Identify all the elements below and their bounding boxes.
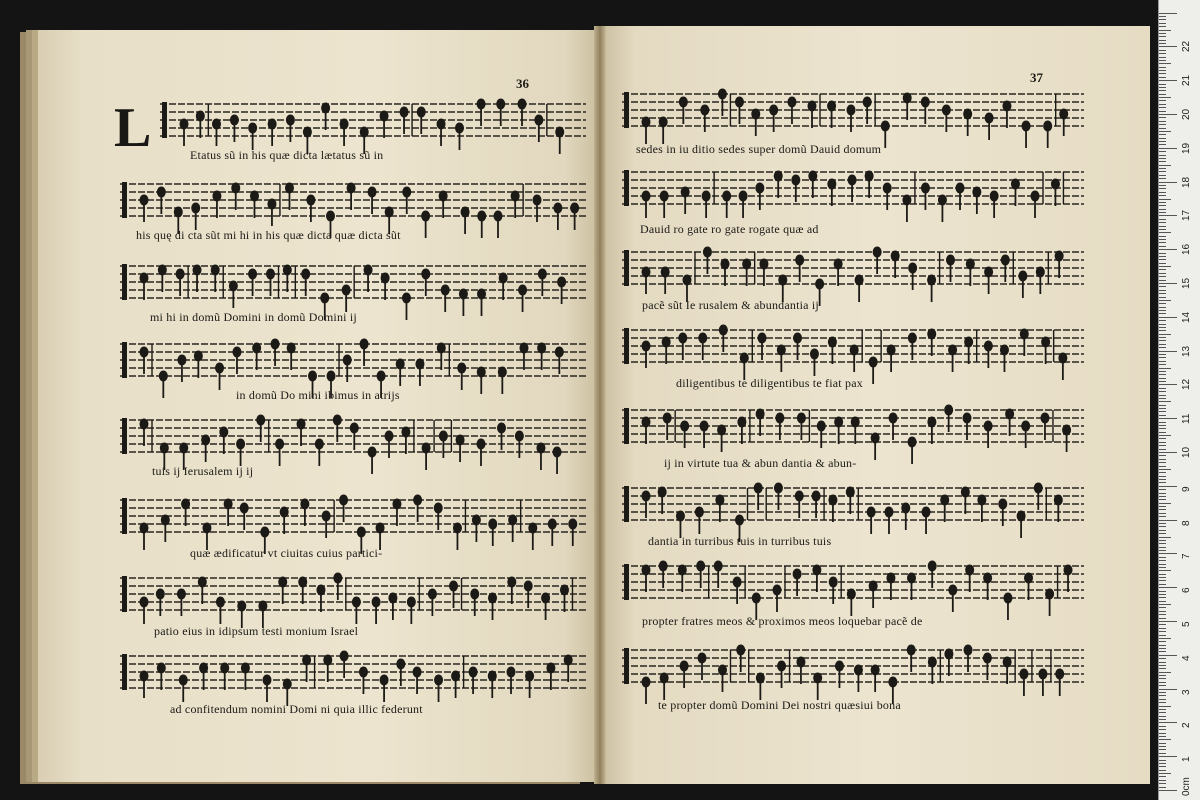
left-lyric-1: Etatus sũ in his quæ dicta lætatus sũ in	[190, 148, 384, 162]
left-lyric-4: in domũ Do mini ibimus in atrijs	[236, 388, 400, 402]
ruler-mark: 16	[1181, 244, 1192, 256]
left-lyric-6: quæ ædificatur vt ciuitas cuius partici-	[190, 546, 383, 560]
ruler-mark: 4	[1181, 655, 1192, 661]
left-lyric-2: his quę di cta sũt mi hi in his quæ dicta quæ dicta sũt	[136, 228, 401, 242]
ruler-mark: 19	[1181, 142, 1192, 154]
ruler-mark: 10	[1181, 446, 1192, 458]
left-lyric-5: tuis ij Ierusalem ij ij	[152, 464, 254, 478]
ruler-mark: 0cm	[1181, 777, 1192, 796]
left-staff-8	[120, 651, 586, 707]
measurement-ruler	[1158, 0, 1200, 800]
left-lyric-8: ad confitendum nomini Domi ni quia illic federunt	[170, 702, 423, 716]
right-lyric-3: pacẽ sũt Ie rusalem & abundantia ij	[642, 298, 819, 312]
ruler-mark: 18	[1181, 176, 1192, 188]
ruler-mark: 13	[1181, 345, 1192, 357]
right-lyric-8: te propter domũ Domini Dei nostri quæsiui bona	[658, 698, 901, 712]
right-lyric-6: dantia in turribus tuis in turribus tuis	[648, 534, 832, 548]
ruler-mark: 21	[1181, 75, 1192, 87]
right-lyric-7: propter fratres meos & proximos meos loquebar pacẽ de	[642, 614, 923, 628]
ruler-mark: 2	[1181, 722, 1192, 729]
right-staff-8	[622, 645, 1084, 705]
left-staff-7	[120, 573, 586, 629]
ruler-mark: 5	[1181, 621, 1192, 627]
ruler-mark: 6	[1181, 587, 1192, 594]
ruler-mark: 11	[1181, 413, 1192, 425]
right-lyric-4: diligentibus te diligentibus te fiat pax	[676, 376, 863, 390]
right-staff-1	[622, 89, 1084, 149]
right-folio: 37	[1030, 70, 1043, 85]
ruler-mark: 14	[1181, 311, 1192, 323]
ruler-mark: 12	[1181, 379, 1192, 391]
right-lyric-1: sedes in iu ditio sedes super domũ Dauid domum	[636, 142, 882, 156]
ruler-mark: 22	[1181, 41, 1192, 53]
right-staff-2	[622, 170, 1084, 222]
ruler-mark: 20	[1181, 108, 1192, 120]
right-lyric-5: ij in virtute tua & abun dantia & abun-	[664, 456, 857, 470]
ruler-mark: 8	[1181, 520, 1192, 526]
left-staff-1	[160, 99, 586, 155]
ruler-mark: 9	[1181, 486, 1192, 492]
left-lyric-3: mi hi in domũ Domini in domũ Domini ij	[150, 310, 357, 324]
left-lyric-7: patio eius in idipsum testi monium Israel	[154, 624, 359, 638]
right-lyric-2: Dauid ro gate ro gate rogate quæ ad	[640, 222, 819, 236]
ruler-mark: 17	[1181, 210, 1192, 222]
ruler-mark: 1	[1181, 756, 1192, 763]
right-staff-7	[622, 561, 1084, 621]
ruler-mark: 15	[1181, 277, 1192, 289]
decorated-initial: L	[114, 97, 152, 159]
left-folio: 36	[516, 76, 529, 91]
ruler-mark: 7	[1181, 553, 1192, 560]
ruler-mark: 3	[1181, 689, 1192, 695]
